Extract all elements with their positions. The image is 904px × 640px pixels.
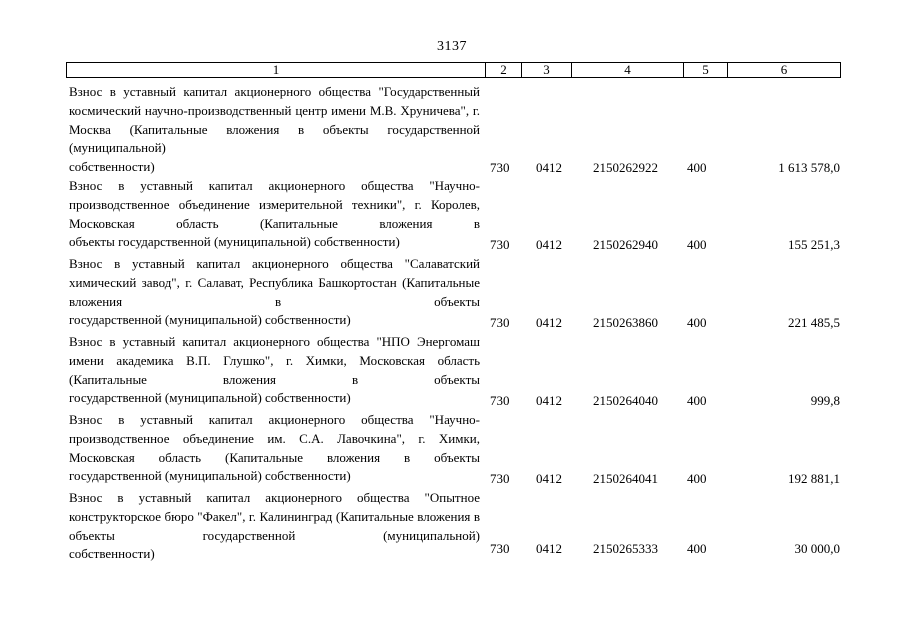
expense-type-code: 400: [687, 471, 707, 486]
description-line: Московская область (Капитальные вложения в объекты: [69, 352, 480, 387]
page-number: 3137: [437, 39, 467, 54]
section-code: 0412: [536, 315, 562, 330]
table-row: [66, 255, 841, 332]
target-article-code: 2150265333: [593, 541, 658, 556]
expense-type-code: 400: [687, 315, 707, 330]
description-line: собственности): [69, 159, 155, 175]
header-col-4: 4: [571, 63, 683, 77]
section-code: 0412: [536, 471, 562, 486]
expense-type-code: 400: [687, 541, 707, 556]
table-row: [66, 411, 841, 488]
header-col-1: 1: [272, 62, 280, 77]
table-row: [66, 333, 841, 410]
row-description: [69, 83, 480, 177]
description-line: Энергомаш имени академика В.П. Глушко", г. Химки,: [69, 334, 480, 368]
amount: 155 251,3: [788, 237, 840, 252]
amount: 30 000,0: [794, 541, 840, 556]
publisher-code: 730: [490, 471, 510, 486]
amount: 1 613 578,0: [778, 160, 840, 175]
row-description: [69, 411, 480, 486]
description-line: производственное объединение им. С.А. Лавочкина", г. Химки,: [69, 430, 480, 446]
target-article-code: 2150264041: [593, 471, 658, 486]
target-article-code: 2150263860: [593, 315, 658, 330]
header-col-3: 3: [521, 63, 571, 77]
row-description: [69, 255, 480, 330]
row-description: [69, 177, 480, 252]
description-line: центр имени М.В. Хруничева", г. Москва (Капитальные: [69, 102, 481, 137]
description-line: "Государственный космический научно-производственный: [69, 84, 480, 118]
publisher-code: 730: [490, 541, 510, 556]
amount: 192 881,1: [788, 471, 840, 486]
description-line: производственное объединение измерительной техники",: [69, 196, 406, 212]
description-line: Взнос в уставный капитал акционерного общества: [69, 84, 372, 99]
description-line: вложения в объекты государственной (муниципальной): [69, 508, 481, 543]
publisher-code: 730: [490, 315, 510, 330]
description-line: объекты государственной (муниципальной) собственности): [69, 234, 400, 250]
target-article-code: 2150262940: [593, 237, 658, 252]
description-line: "Салаватский химический завод", г. Салават, Республика: [69, 256, 481, 290]
section-code: 0412: [536, 237, 562, 252]
description-line: Взнос в уставный капитал акционерного общества "Научно-: [69, 178, 480, 193]
section-code: 0412: [536, 541, 562, 556]
description-line: Взнос в уставный капитал акционерного общества "Опытное: [69, 490, 480, 505]
section-code: 0412: [536, 393, 562, 408]
section-code: 0412: [536, 160, 562, 175]
amount: 221 485,5: [788, 315, 840, 330]
description-line: Взнос в уставный капитал акционерного общества "НПО: [69, 334, 410, 349]
description-line: государственной (муниципальной) собственности): [69, 468, 351, 484]
table-row: [66, 489, 841, 562]
header-col-5: 5: [683, 63, 727, 77]
table-row: [66, 177, 841, 254]
publisher-code: 730: [490, 160, 510, 175]
description-line: конструкторское бюро "Факел", г. Калининград (Капитальные: [69, 508, 414, 524]
header-col-2: 2: [485, 63, 521, 77]
publisher-code: 730: [490, 393, 510, 408]
target-article-code: 2150264040: [593, 393, 658, 408]
publisher-code: 730: [490, 237, 510, 252]
expense-type-code: 400: [687, 160, 707, 175]
description-line: Башкортостан (Капитальные вложения в объекты: [69, 274, 481, 309]
row-description: [69, 489, 480, 564]
description-line: г. Королев, Московская область (Капитальные вложения в: [69, 196, 480, 231]
description-line: собственности): [69, 546, 155, 562]
description-line: Взнос в уставный капитал акционерного общества "Научно-: [69, 412, 480, 427]
amount: 999,8: [810, 393, 840, 408]
expense-type-code: 400: [687, 393, 707, 408]
target-article-code: 2150262922: [593, 160, 658, 175]
description-line: вложения в объекты государственной (муниципальной): [69, 121, 480, 156]
row-description: [69, 333, 480, 408]
description-line: Московская область (Капитальные вложения в объекты: [69, 449, 480, 465]
table-row: [66, 83, 841, 177]
description-line: Взнос в уставный капитал акционерного общества: [69, 256, 393, 271]
header-col-6: 6: [727, 63, 840, 77]
description-line: государственной (муниципальной) собственности): [69, 312, 351, 328]
description-line: государственной (муниципальной) собственности): [69, 390, 351, 406]
expense-type-code: 400: [687, 237, 707, 252]
table-header-row: [66, 62, 841, 78]
